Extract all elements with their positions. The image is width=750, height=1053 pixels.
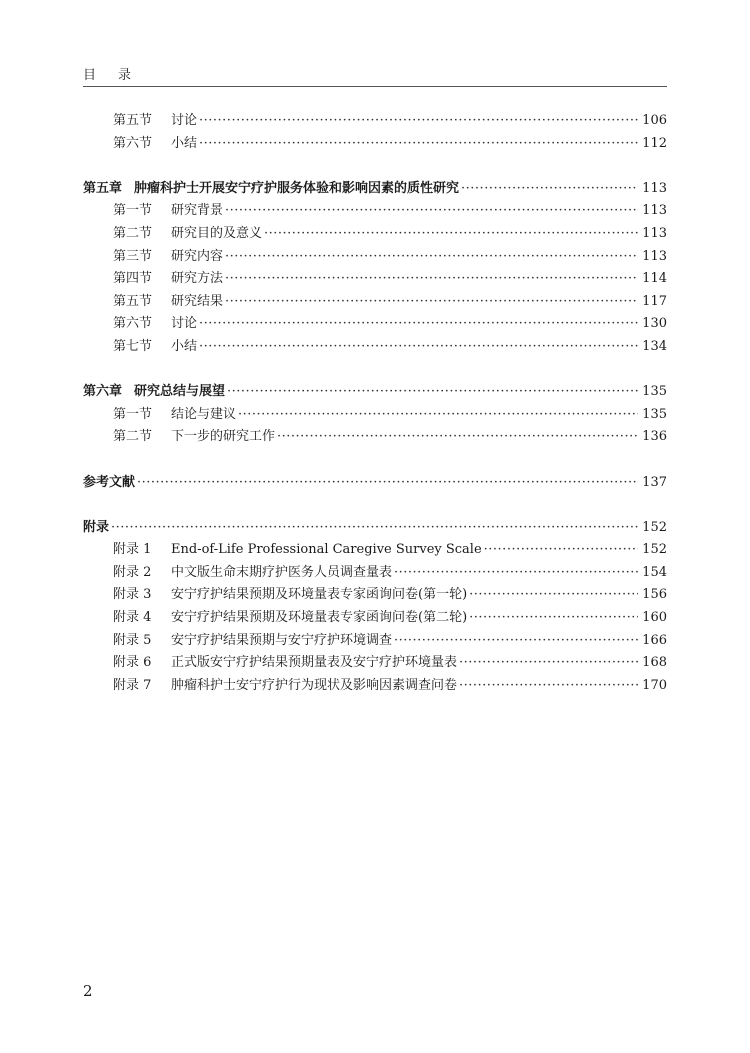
toc-section-entry[interactable] (83, 584, 667, 607)
toc-entry-title: 研究目的及意义 (171, 225, 263, 241)
toc-entry-label (113, 223, 262, 246)
dot-leader (394, 630, 638, 653)
toc-chapter-entry[interactable] (83, 472, 667, 495)
dot-leader (277, 426, 638, 449)
toc-entry-number: 第七节 (113, 338, 153, 354)
toc-entry-title: 下一步的研究工作 (171, 429, 276, 445)
toc-entry-title: 中文版生命末期疗护医务人员调查量表 (171, 564, 393, 580)
toc-entry-label (83, 381, 225, 404)
toc-chapter-entry[interactable] (83, 517, 667, 540)
toc-entry-label (113, 562, 392, 585)
toc-entry-label (113, 291, 223, 314)
toc-entry-page: 160 (642, 610, 667, 626)
toc-entry-title: 研究内容 (171, 248, 224, 264)
toc-section-entry[interactable] (83, 426, 667, 449)
toc-entry-page: 130 (642, 316, 667, 332)
toc-section-entry[interactable] (83, 539, 667, 562)
toc-entry-number: 第二节 (113, 429, 153, 445)
toc-entry-title: 肿瘤科护士开展安宁疗护服务体验和影响因素的质性研究 (134, 180, 460, 196)
toc-entry-label (83, 517, 109, 540)
toc-section-entry[interactable] (83, 133, 667, 156)
toc-entry-number: 第一节 (113, 406, 153, 422)
toc-entry-page: 135 (642, 406, 667, 422)
toc-section-entry[interactable] (83, 404, 667, 427)
toc-entry-page: 168 (642, 655, 667, 671)
toc-section-entry[interactable] (83, 291, 667, 314)
toc-entry-page: 154 (642, 564, 667, 580)
toc-entry-number: 第四节 (113, 271, 153, 287)
table-of-contents (83, 110, 667, 697)
toc-entry-page: 113 (642, 225, 667, 241)
toc-entry-number: 第五章 (83, 180, 123, 196)
toc-entry-label (113, 200, 223, 223)
toc-entry-number: 附录 6 (113, 655, 152, 671)
toc-section-entry[interactable] (83, 630, 667, 653)
toc-entry-number: 附录 2 (113, 564, 152, 580)
dot-leader (238, 404, 638, 427)
toc-entry-page: 106 (642, 113, 667, 128)
dot-leader (225, 246, 638, 269)
dot-leader (227, 381, 638, 404)
toc-entry-label (113, 133, 197, 156)
toc-entry-page: 117 (642, 293, 667, 309)
dot-leader (199, 313, 638, 336)
dot-leader (459, 652, 638, 675)
toc-entry-number: 第六节 (113, 135, 153, 151)
toc-entry-page: 156 (642, 587, 667, 603)
dot-leader (225, 291, 638, 314)
running-head (83, 64, 131, 83)
toc-entry-number: 第六节 (113, 316, 153, 332)
toc-entry-title: 安宁疗护结果预期及环境量表专家函询问卷(第一轮) (171, 587, 468, 603)
toc-entry-number: 第五节 (113, 293, 153, 309)
toc-entry-number: 第六章 (83, 384, 123, 400)
toc-entry-label (83, 178, 459, 201)
dot-leader (225, 200, 638, 223)
toc-section-entry[interactable] (83, 607, 667, 630)
toc-entry-number: 第一节 (113, 203, 153, 219)
toc-entry-title: 研究结果 (171, 293, 224, 309)
toc-entry-page: 137 (642, 474, 667, 490)
toc-entry-page: 113 (642, 203, 667, 219)
toc-section-entry[interactable] (83, 562, 667, 585)
toc-entry-number: 附录 1 (113, 542, 152, 558)
dot-leader (461, 178, 638, 201)
group-spacer (83, 449, 667, 472)
toc-entry-title: 肿瘤科护士安宁疗护行为现状及影响因素调查问卷 (171, 677, 458, 693)
toc-entry-number: 第三节 (113, 248, 153, 264)
toc-section-entry[interactable] (83, 200, 667, 223)
dot-leader (459, 675, 638, 698)
toc-entry-page: 136 (642, 429, 667, 445)
toc-section-entry[interactable] (83, 268, 667, 291)
toc-entry-number: 附录 5 (113, 632, 152, 648)
toc-entry-label (113, 313, 197, 336)
page-number: 2 (83, 982, 93, 1000)
toc-entry-page: 113 (642, 180, 667, 196)
toc-entry-title: 研究背景 (171, 203, 224, 219)
toc-entry-page: 112 (642, 135, 667, 151)
toc-section-entry[interactable] (83, 313, 667, 336)
toc-entry-title: 讨论 (171, 316, 198, 332)
dot-leader (394, 562, 638, 585)
dot-leader (469, 607, 638, 630)
toc-entry-number: 附录 7 (113, 677, 152, 693)
toc-chapter-entry[interactable] (83, 381, 667, 404)
dot-leader (469, 584, 638, 607)
toc-entry-title: 结论与建议 (171, 406, 237, 422)
toc-entry-number: 附录 3 (113, 587, 152, 603)
toc-entry-page: 152 (642, 542, 667, 558)
toc-entry-page: 152 (642, 519, 667, 535)
toc-entry-title: 参考文献 (83, 474, 136, 490)
dot-leader (484, 539, 639, 562)
toc-entry-title: 讨论 (171, 113, 198, 128)
toc-entry-title: 安宁疗护结果预期及环境量表专家函询问卷(第二轮) (171, 610, 468, 626)
toc-section-entry[interactable] (83, 110, 667, 133)
toc-entry-page: 113 (642, 248, 667, 264)
toc-entry-label (113, 268, 223, 291)
toc-entry-page: 170 (642, 677, 667, 693)
toc-entry-title: End-of-Life Professional Caregive Survey Scale (171, 542, 482, 558)
toc-entry-title: 研究总结与展望 (134, 384, 226, 400)
toc-entry-number: 附录 4 (113, 610, 152, 626)
toc-entry-label (113, 675, 457, 698)
toc-entry-label (113, 110, 197, 133)
dot-leader (199, 336, 638, 359)
toc-chapter-entry[interactable] (83, 178, 667, 201)
running-head-first: 目 (83, 68, 97, 83)
toc-entry-page: 135 (642, 384, 667, 400)
toc-entry-title: 小结 (171, 135, 198, 151)
dot-leader (264, 223, 638, 246)
toc-entry-label (113, 584, 467, 607)
toc-entry-title: 安宁疗护结果预期与安宁疗护环境调查 (171, 632, 393, 648)
toc-entry-label (113, 539, 482, 562)
toc-entry-label (113, 426, 275, 449)
toc-entry-page: 114 (642, 271, 667, 287)
toc-entry-label (83, 472, 135, 495)
running-head-second: 录 (118, 68, 132, 83)
header-rule (83, 86, 667, 87)
toc-section-entry[interactable] (83, 246, 667, 269)
toc-entry-number: 第二节 (113, 225, 153, 241)
toc-entry-title: 正式版安宁疗护结果预期量表及安宁疗护环境量表 (171, 655, 458, 671)
toc-section-entry[interactable] (83, 336, 667, 359)
group-spacer (83, 359, 667, 382)
group-spacer (83, 494, 667, 517)
dot-leader (137, 472, 638, 495)
toc-section-entry[interactable] (83, 652, 667, 675)
toc-entry-label (113, 404, 236, 427)
dot-leader (225, 268, 638, 291)
toc-entry-title: 附录 (83, 519, 110, 535)
toc-section-entry[interactable] (83, 223, 667, 246)
toc-entry-title: 小结 (171, 338, 198, 354)
dot-leader (111, 517, 638, 540)
toc-entry-label (113, 652, 457, 675)
toc-entry-label (113, 246, 223, 269)
toc-section-entry[interactable] (83, 675, 667, 698)
toc-entry-page: 166 (642, 632, 667, 648)
dot-leader (199, 110, 638, 133)
toc-entry-label (113, 607, 467, 630)
toc-entry-label (113, 630, 392, 653)
toc-entry-page: 134 (642, 338, 667, 354)
dot-leader (199, 133, 638, 156)
toc-entry-title: 研究方法 (171, 271, 224, 287)
toc-entry-number: 第五节 (113, 113, 153, 128)
toc-entry-label (113, 336, 197, 359)
group-spacer (83, 155, 667, 178)
